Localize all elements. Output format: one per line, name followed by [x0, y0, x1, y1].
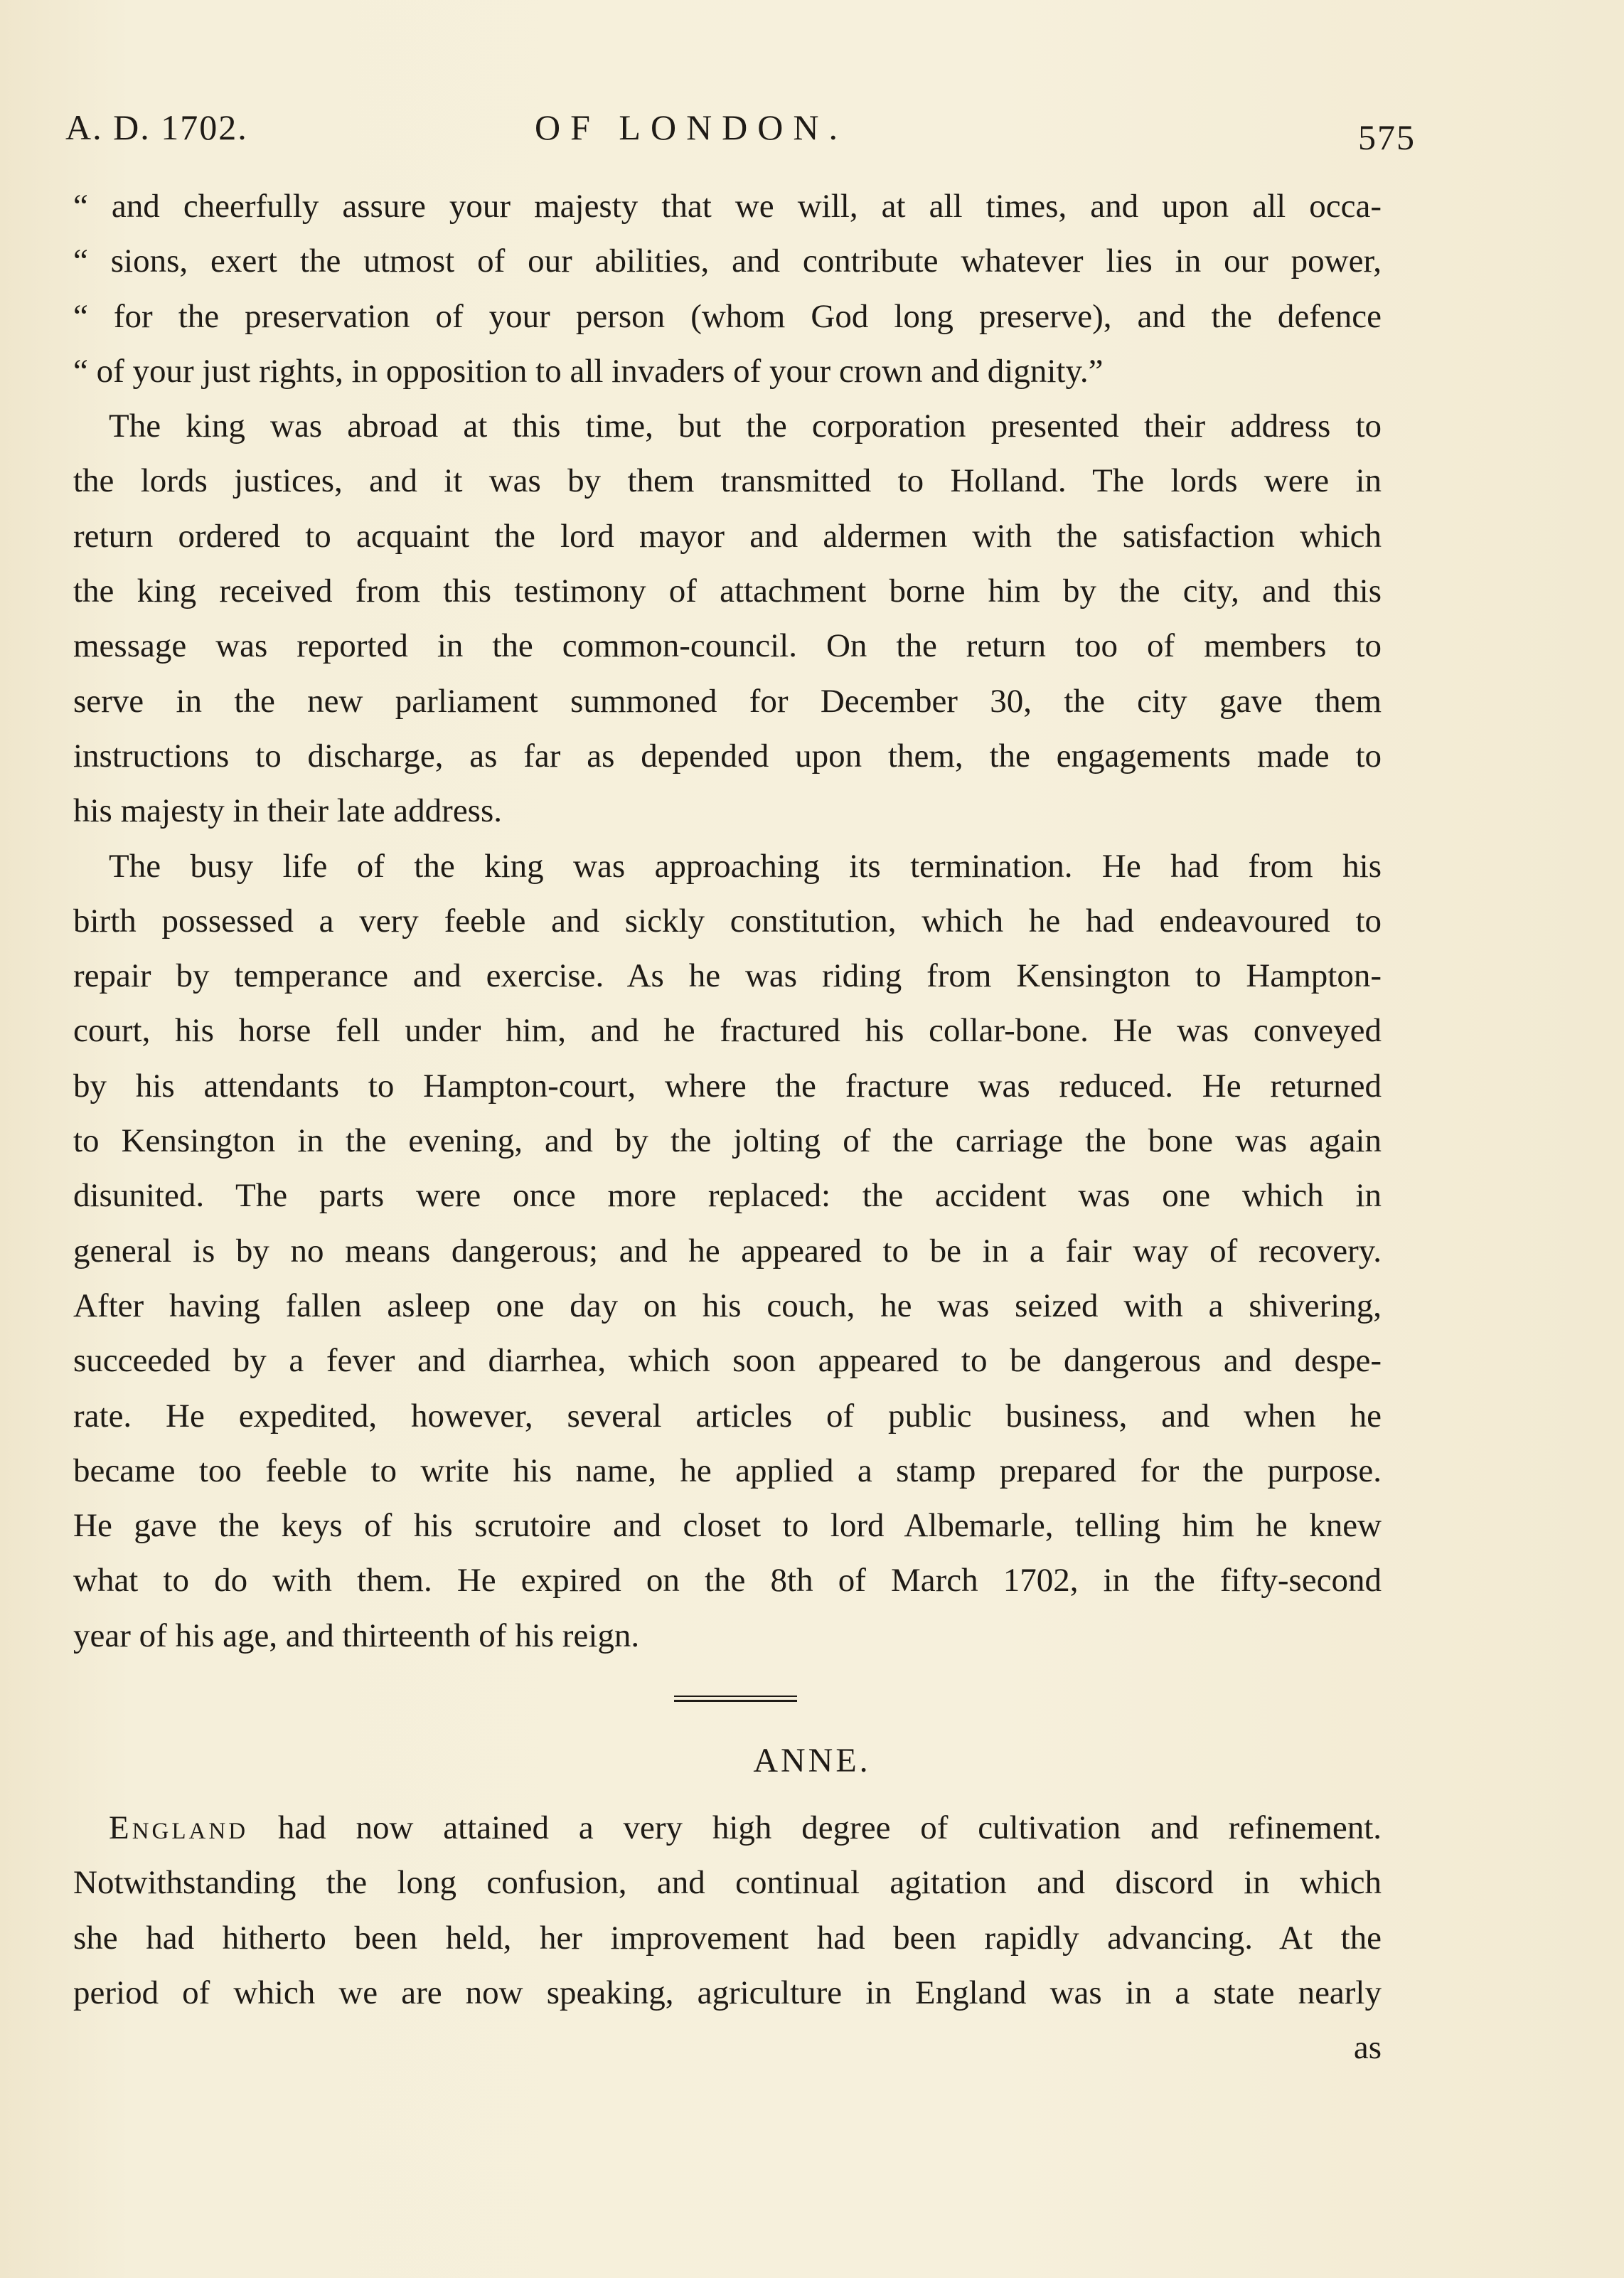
text-line: “ and cheerfully assure your majesty that we will, at all times, and upon all occa-: [73, 188, 1382, 225]
text-line: “ for the preservation of your person (whom God long preserve), and the defence: [73, 297, 1382, 335]
text-line: Notwithstanding the long confusion, and continual agitation and discord in which: [73, 1864, 1382, 1902]
text-line: repair by temperance and exercise. As he was riding from Kensington to Hampton-: [73, 957, 1382, 995]
text-line: year of his age, and thirteenth of his reign.: [73, 1617, 640, 1654]
text-line: The king was abroad at this time, but the corporation presented their address to: [109, 408, 1382, 445]
text-line: succeeded by a fever and diarrhea, which soon appeared to be dangerous and despe-: [73, 1342, 1382, 1380]
section-divider: [674, 1696, 797, 1707]
section-title: ANNE.: [753, 1742, 871, 1779]
text-line: the king received from this testimony of attachment borne him by the city, and this: [73, 573, 1382, 610]
text-line: [73, 1801, 1382, 1856]
section-text: [73, 1801, 1382, 2075]
text-line: message was reported in the common-council. On the return too of members to: [73, 627, 1382, 665]
text-line: court, his horse fell under him, and he fractured his collar-bone. He was conveyed: [73, 1012, 1382, 1050]
text-line: instructions to discharge, as far as depended upon them, the engagements made to: [73, 737, 1382, 775]
header-year: A. D. 1702.: [65, 107, 248, 147]
text-line-rest: had now attained a very high degree of cultivation and refinement.: [248, 1809, 1382, 1846]
text-line: became too feeble to write his name, he applied a stamp prepared for the purpose.: [73, 1452, 1382, 1489]
text-line: general is by no means dangerous; and he appeared to be in a fair way of recovery.: [73, 1232, 1382, 1270]
catchword: as: [1353, 2029, 1382, 2067]
text-line: birth possessed a very feeble and sickly constitution, which he had endeavoured to: [73, 902, 1382, 940]
running-header: [65, 107, 1416, 157]
text-line: “ sions, exert the utmost of our abilities, and contribute whatever lies in our power,: [73, 243, 1382, 280]
text-line: He gave the keys of his scrutoire and closet to lord Albemarle, telling him he knew: [73, 1507, 1382, 1545]
text-line: to Kensington in the evening, and by the jolting of the carriage the bone was again: [73, 1122, 1382, 1160]
opening-word: England: [109, 1809, 249, 1846]
text-line: what to do with them. He expired on the 8th of March 1702, in the fifty-second: [73, 1562, 1382, 1600]
text-line: she had hitherto been held, her improvement had been rapidly advancing. At the: [73, 1919, 1382, 1957]
main-text: [73, 179, 1382, 1664]
text-line: the lords justices, and it was by them transmitted to Holland. The lords were in: [73, 462, 1382, 500]
page-number: 575: [1358, 117, 1416, 157]
text-line: period of which we are now speaking, agriculture in England was in a state nearly: [73, 1974, 1382, 2011]
text-line: rate. He expedited, however, several articles of public business, and when he: [73, 1397, 1382, 1435]
text-line: After having fallen asleep one day on his couch, he was seized with a shivering,: [73, 1287, 1382, 1324]
text-line: his majesty in their late address.: [73, 792, 503, 830]
text-line: disunited. The parts were once more replaced: the accident was one which in: [73, 1177, 1382, 1215]
text-line: by his attendants to Hampton-court, where the fracture was reduced. He returned: [73, 1067, 1382, 1105]
text-line: return ordered to acquaint the lord mayor and aldermen with the satisfaction which: [73, 517, 1382, 555]
text-line: “ of your just rights, in opposition to all invaders of your crown and dignity.”: [73, 352, 1104, 390]
text-line: serve in the new parliament summoned for December 30, the city gave them: [73, 682, 1382, 720]
header-title: OF LONDON.: [535, 107, 848, 147]
text-line: The busy life of the king was approaching its termination. He had from his: [109, 847, 1382, 885]
